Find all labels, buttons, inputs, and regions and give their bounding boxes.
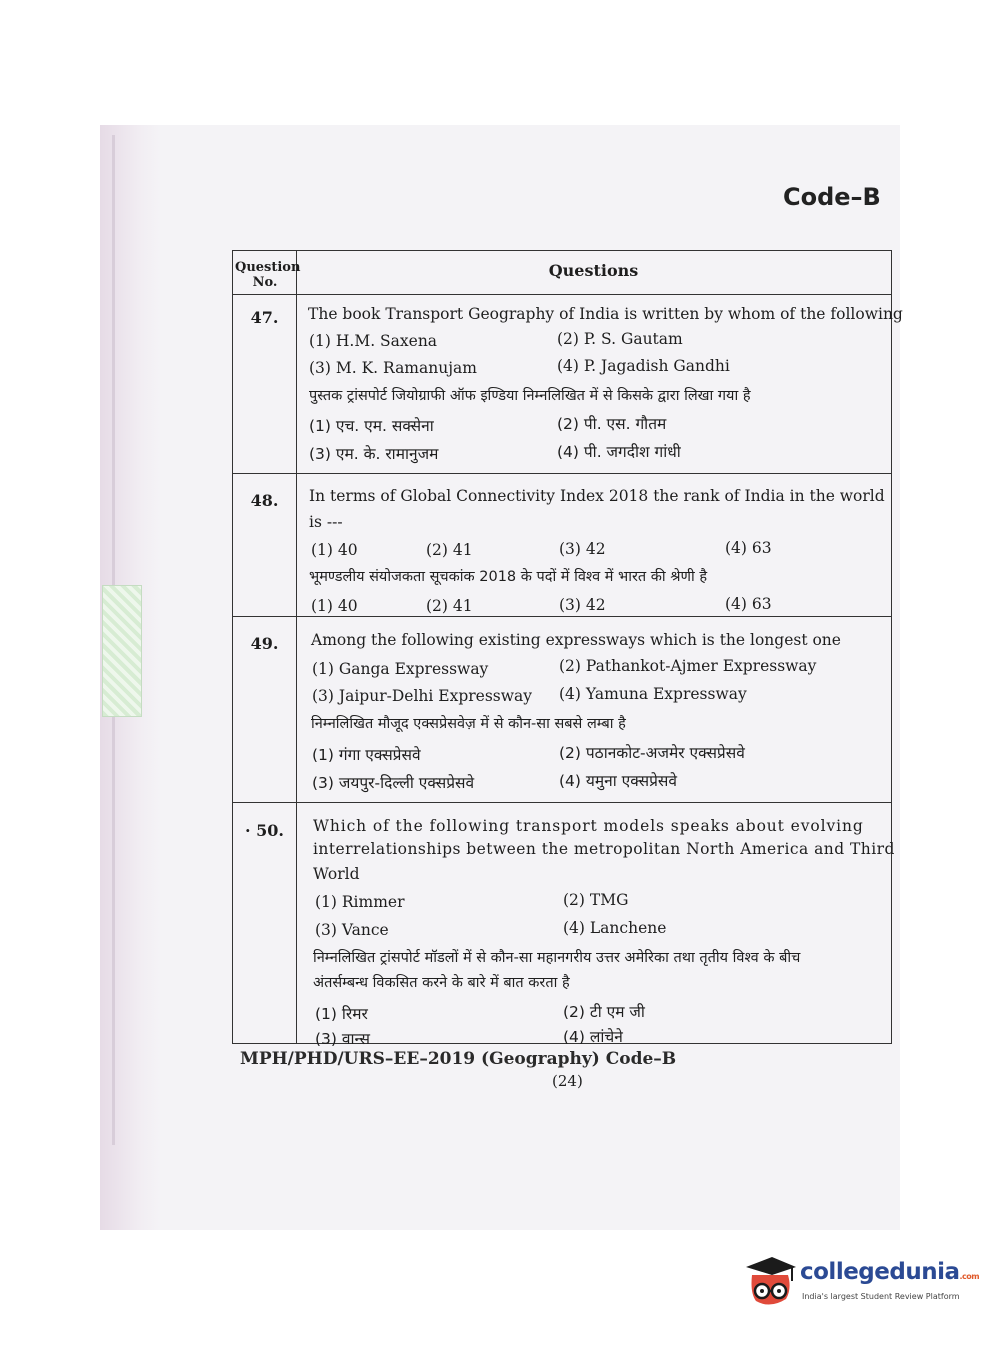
option-4-hi: (4) पी. जगदीश गांधी	[557, 443, 681, 461]
option-3-hi: (3) 42	[559, 596, 606, 614]
question-text-en: In terms of Global Connectivity Index 2018 the rank of India in the world	[309, 487, 885, 505]
question-text-hi-cont: अंतर्सम्बन्ध विकसित करने के बारे में बात करता है	[313, 975, 570, 991]
question-text-en-cont: is ---	[309, 513, 343, 531]
option-2-hi: (2) 41	[426, 597, 473, 615]
question-text-hi: निम्नलिखित ट्रांसपोर्ट मॉडलों में से कौन-सा महानगरीय उत्तर अमेरिका तथा तृतीय विश्व के बीच	[313, 950, 801, 966]
paper-code: Code–B	[783, 183, 881, 211]
row-divider	[233, 802, 891, 803]
question-table	[232, 250, 903, 1048]
question-text-hi: भूमण्डलीय संयोजकता सूचकांक 2018 के पदों में विश्व में भारत की श्रेणी है	[309, 569, 708, 585]
option-2-hi: (2) पठानकोट-अजमेर एक्सप्रेसवे	[559, 744, 745, 762]
column-divider	[296, 251, 297, 1043]
header-questions: Questions	[548, 261, 639, 280]
page-number: (24)	[552, 1072, 583, 1090]
question-number: · 50.	[245, 821, 284, 840]
question-text-en-cont2: World	[313, 865, 360, 883]
option-2: (2) P. S. Gautam	[557, 330, 683, 348]
option-3: (3) 42	[559, 540, 606, 558]
staple-tag	[102, 585, 142, 717]
option-1-hi: (1) एच. एम. सक्सेना	[309, 417, 434, 435]
option-3: (3) Jaipur-Delhi Expressway	[312, 687, 533, 705]
option-4: (4) Lanchene	[563, 919, 667, 937]
row-divider	[233, 473, 891, 474]
header-question-no: Question No.	[235, 260, 301, 290]
option-3: (3) Vance	[315, 921, 389, 939]
option-4-hi: (4) लांचेने	[563, 1028, 623, 1046]
footer-paper-id: MPH/PHD/URS–EE–2019 (Geography) Code–B	[240, 1049, 677, 1069]
option-3-hi: (3) जयपुर-दिल्ली एक्सप्रेसवे	[312, 774, 475, 792]
option-1: (1) 40	[311, 541, 358, 559]
option-4: (4) 63	[725, 539, 772, 557]
option-4-hi: (4) यमुना एक्सप्रेसवे	[559, 772, 678, 790]
option-1: (1) Rimmer	[315, 893, 405, 911]
option-2-hi: (2) टी एम जी	[563, 1003, 645, 1021]
option-1-hi: (1) रिमर	[315, 1005, 368, 1023]
option-3-hi: (3) वान्स	[315, 1030, 370, 1048]
option-4: (4) P. Jagadish Gandhi	[557, 357, 730, 375]
question-text-en-cont: interrelationships between the metropolitan North America and Third	[313, 840, 895, 858]
question-text-hi: पुस्तक ट्रांसपोर्ट जियोग्राफी ऑफ इण्डिया निम्नलिखित में से किसके द्वारा लिखा गया है	[309, 388, 751, 404]
option-1: (1) Ganga Expressway	[312, 660, 489, 678]
option-4-hi: (4) 63	[725, 595, 772, 613]
question-number: 48.	[250, 491, 279, 510]
logo-tagline: India's largest Student Review Platform	[802, 1292, 960, 1301]
mascot-icon	[742, 1253, 798, 1309]
option-2: (2) TMG	[563, 891, 629, 909]
logo-wordmark	[800, 1259, 979, 1285]
collegedunia-logo	[742, 1253, 980, 1313]
question-text-en: Which of the following transport models speaks about evolving	[313, 817, 864, 835]
logo-name: collegedunia	[800, 1259, 960, 1285]
option-3: (3) M. K. Ramanujam	[309, 359, 477, 377]
option-2: (2) Pathankot-Ajmer Expressway	[559, 657, 817, 675]
option-2-hi: (2) पी. एस. गौतम	[557, 415, 667, 433]
question-text-hi: निम्नलिखित मौजूद एक्सप्रेसवेज़ में से कौन-सा सबसे लम्बा है	[311, 716, 626, 732]
option-1-hi: (1) गंगा एक्सप्रेसवे	[312, 746, 421, 764]
option-2: (2) 41	[426, 541, 473, 559]
option-1: (1) H.M. Saxena	[309, 332, 438, 350]
row-divider	[233, 616, 891, 617]
question-text-en: Among the following existing expressways which is the longest one	[311, 631, 841, 649]
logo-suffix: .com	[959, 1272, 980, 1281]
option-3-hi: (3) एम. के. रामानुजम	[309, 445, 439, 463]
question-number: 49.	[250, 634, 279, 653]
question-text-en: The book Transport Geography of India is written by whom of the following	[308, 305, 903, 323]
option-1-hi: (1) 40	[311, 597, 358, 615]
option-4: (4) Yamuna Expressway	[559, 685, 747, 703]
question-number: 47.	[250, 308, 279, 327]
row-divider	[233, 294, 891, 295]
